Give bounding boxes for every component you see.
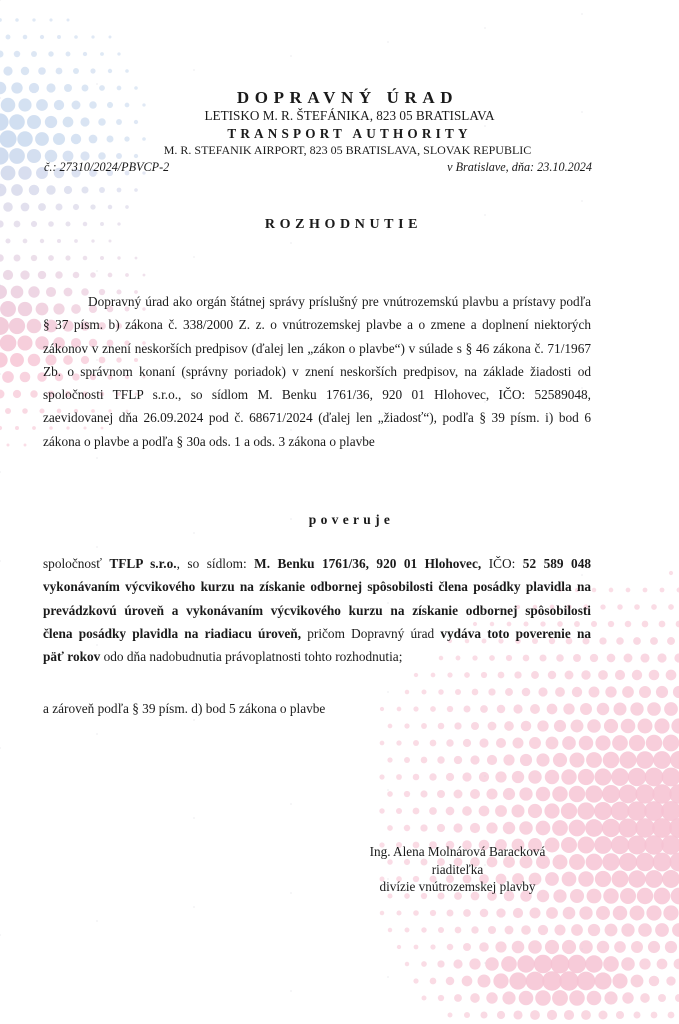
company-name: TFLP s.r.o. (109, 556, 177, 571)
text-fragment: IČO: (481, 556, 523, 571)
authority-address-sk: LETISKO M. R. ŠTEFÁNIKA, 823 05 BRATISLAVA (204, 108, 495, 123)
bold-text: päť rokov (43, 649, 101, 665)
paragraph-line: spoločnosti TFLP s.r.o., so sídlom M. Benku 1761/36, 920 01 Hlohovec, IČO: 52589048, (43, 387, 591, 403)
text-fragment: spoločnosť (43, 556, 110, 571)
paragraph-line (43, 645, 591, 668)
paragraph-line (43, 622, 591, 645)
empowers-title: poveruje (308, 512, 395, 527)
bold-text: člena posádky plavidla na riadiacu úroveň, (43, 625, 302, 641)
paragraph-line: Dopravný úrad ako orgán štátnej správy príslušný pre vnútrozemskú plavbu a prístavy podľa (88, 294, 591, 309)
additional-paragraph (43, 697, 591, 720)
company-address: M. Benku 1761/36, 920 01 Hlohovec, (254, 556, 482, 571)
paragraph-line (43, 575, 591, 598)
bold-text: vydáva toto poverenie na (440, 625, 591, 641)
signatory-name: Ing. Alena Molnárová Baracková (369, 844, 546, 859)
paragraph-line: § 37 písm. b) zákona č. 338/2000 Z. z. o vnútrozemskej plavbe a o zmene a doplnení niektorých (43, 317, 591, 333)
preamble-paragraph (43, 290, 591, 453)
empowerment-paragraph (43, 552, 591, 668)
paragraph-line: zákona o plavbe a podľa § 30a ods. 1 a ods. 3 zákona o plavbe (43, 433, 375, 449)
paragraph-line: Zb. o správnom konaní (správny poriadok) v znení neskorších predpisov, na základe žiadosti od (43, 363, 591, 379)
bold-text: vykonávaním výcvikového kurzu na získanie odbornej spôsobilosti člena posádky plavidla na (43, 579, 591, 595)
paragraph-line: a zároveň podľa § 39 písm. d) bod 5 zákona o plavbe (43, 701, 326, 716)
text-fragment: , so sídlom: (176, 556, 255, 571)
paragraph-line: zákonov v znení neskorších predpisov (ďalej len „zákon o plavbe“) v súlade s § 46 zákona č. 71/1967 (43, 340, 591, 356)
signatory-title: riaditeľka (431, 861, 484, 877)
place-and-date: v Bratislave, dňa: 23.10.2024 (447, 160, 592, 174)
signatory-division: divízie vnútrozemskej plavby (379, 879, 536, 894)
signature-block (350, 843, 565, 896)
company-ico: 52 589 048 (522, 556, 591, 571)
paragraph-line (43, 599, 591, 622)
reference-number: č.: 27310/2024/PBVCP-2 (44, 160, 170, 174)
text-fragment: pričom Dopravný úrad (301, 625, 441, 641)
authority-address-en: M. R. STEFANIK AIRPORT, 823 05 BRATISLAVA, SLOVAK REPUBLIC (163, 143, 532, 157)
bold-text: prevádzkovú úroveň a vykonávaním výcvikového kurzu na získanie odbornej spôsobilosti (43, 602, 591, 618)
text-fragment: odo dňa nadobudnutia právoplatnosti tohto rozhodnutia; (100, 649, 403, 665)
decision-title: ROZHODNUTIE (264, 217, 423, 232)
paragraph-line: zaevidovanej dňa 26.09.2024 pod č. 68671/2024 (ďalej len „žiadosť“), podľa § 39 písm. i) bod 6 (43, 410, 591, 426)
authority-name-en: TRANSPORT AUTHORITY (227, 126, 472, 141)
paragraph-line (43, 552, 591, 575)
authority-name-sk: DOPRAVNÝ ÚRAD (236, 88, 459, 107)
